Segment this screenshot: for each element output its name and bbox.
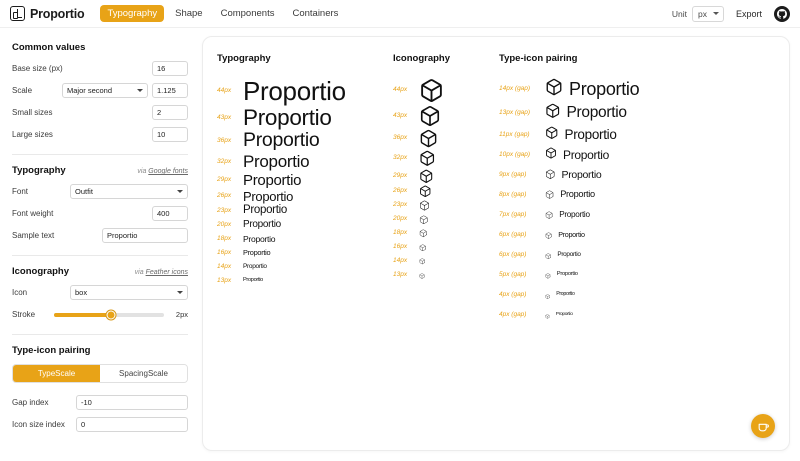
icon-select-value: box (75, 288, 88, 297)
typography-source-link[interactable] (137, 168, 188, 175)
pairing-scale-row (499, 78, 775, 101)
preview-column-pairing (499, 53, 775, 434)
iconography-size-label: 20px (393, 215, 408, 223)
box-icon (545, 146, 557, 164)
iconography-link-prefix: via (134, 269, 144, 276)
typography-sample-text: Proportio (243, 219, 281, 231)
typography-sample-text: Proportio (243, 104, 332, 130)
iconography-scale-row (393, 169, 499, 184)
typography-scale-row (217, 233, 393, 245)
setting-label-font: Font (12, 187, 29, 196)
typography-scale-row (217, 247, 393, 259)
pairing-sample (545, 206, 590, 224)
segment-typescale[interactable]: TypeScale (13, 365, 100, 382)
pairing-size-label: 6px (gap) (499, 230, 527, 238)
base-size-input[interactable]: 16 (152, 61, 188, 76)
typography-size-label: 44px (217, 87, 232, 94)
top-bar-right (672, 6, 790, 22)
typography-size-label: 13px (217, 276, 232, 284)
setting-label-stroke: Stroke (12, 310, 36, 319)
gap-index-input[interactable]: -10 (76, 395, 188, 410)
preview-title-iconography: Iconography (393, 53, 451, 64)
chevron-down-icon (177, 190, 183, 193)
typography-scale-row (217, 261, 393, 273)
iconography-scale-row (393, 150, 499, 167)
box-icon (545, 266, 551, 284)
typography-size-label: 32px (217, 157, 232, 165)
iconography-scale-row (393, 200, 499, 212)
pairing-sample (545, 246, 581, 264)
iconography-scale-row (393, 78, 499, 103)
box-icon (545, 226, 552, 244)
iconography-scale-row (393, 214, 499, 226)
pairing-sample-text: Proportio (559, 209, 590, 219)
unit-label: Unit (671, 8, 687, 19)
box-icon (419, 273, 425, 279)
typography-sample-text: Proportio (243, 76, 346, 106)
chevron-down-icon (713, 12, 719, 15)
iconography-size-label: 13px (393, 271, 408, 279)
typography-size-label: 36px (217, 137, 232, 145)
box-icon (545, 186, 554, 204)
iconography-size-label: 36px (393, 134, 408, 142)
pairing-sample-text: Proportio (556, 291, 575, 298)
box-icon (419, 244, 427, 252)
iconography-link-label: Feather icons (145, 269, 188, 276)
font-select-value: Outfit (75, 187, 93, 196)
iconography-size-label: 29px (393, 171, 408, 179)
unit-value: px (698, 8, 707, 19)
unit-select[interactable] (692, 6, 724, 22)
panel-title-iconography: Iconography (12, 266, 70, 277)
typography-sample-text: Proportio (243, 152, 310, 172)
typography-scale-row (217, 275, 393, 287)
setting-row-sample-text (12, 228, 188, 243)
setting-label-base-size: Base size (px) (12, 64, 63, 73)
preview-column-iconography (393, 53, 499, 434)
font-select[interactable] (70, 184, 188, 199)
coffee-cup-icon[interactable] (751, 414, 775, 438)
box-icon (419, 129, 438, 148)
typography-sample-text: Proportio (243, 248, 271, 258)
scale-ratio-input[interactable]: 1.125 (152, 83, 188, 98)
preview-column-typography (217, 53, 393, 434)
setting-row-gap-index (12, 395, 188, 410)
pairing-sample-text: Proportio (556, 271, 578, 278)
iconography-scale-row (393, 185, 499, 198)
pairing-size-label: 13px (gap) (499, 109, 531, 116)
divider (12, 154, 188, 155)
preview-title-typography: Typography (217, 53, 271, 64)
pairing-size-label: 7px (gap) (499, 210, 527, 218)
typography-link-label: Google fonts (148, 168, 188, 175)
box-icon (419, 169, 434, 184)
iconography-size-label: 16px (393, 243, 408, 251)
font-weight-input[interactable]: 400 (152, 206, 188, 221)
segment-spacingscale[interactable]: SpacingScale (100, 365, 187, 382)
box-icon (419, 258, 426, 265)
iconography-size-label: 23px (393, 201, 408, 209)
typography-scale-row (217, 78, 393, 105)
small-sizes-input[interactable]: 2 (152, 105, 188, 120)
pairing-sample-text: Proportio (569, 79, 640, 100)
pairing-scale-row (499, 306, 775, 324)
pairing-sample-text: Proportio (557, 250, 581, 258)
iconography-scale-row (393, 228, 499, 240)
box-icon (419, 78, 444, 103)
pairing-sample (545, 186, 595, 204)
pairing-sample (545, 286, 575, 304)
preview-card (202, 36, 790, 451)
typography-scale-row (217, 104, 393, 130)
pairing-scale-row (499, 206, 775, 224)
iconography-size-label: 26px (393, 187, 408, 194)
proportio-logo-icon (10, 6, 25, 21)
stroke-value: 2px (175, 310, 188, 319)
pairing-size-label: 6px (gap) (499, 250, 527, 258)
setting-row-stroke (12, 307, 188, 322)
stroke-slider-wrap (54, 310, 188, 319)
pairing-sample (545, 103, 627, 124)
pairing-sample (545, 226, 585, 244)
divider (12, 334, 188, 335)
typography-size-label: 20px (217, 220, 232, 228)
typography-scale-list (217, 78, 393, 287)
typography-sample-text: Proportio (243, 129, 320, 152)
box-icon (545, 166, 556, 184)
nav-item-containers[interactable]: Containers (292, 8, 339, 19)
pairing-sample-text: Proportio (558, 230, 585, 240)
export-button[interactable]: Export (735, 8, 762, 19)
pairing-size-label: 9px (gap) (499, 170, 527, 178)
typography-size-label: 26px (217, 192, 232, 200)
box-icon (545, 246, 551, 264)
iconography-size-label: 18px (393, 229, 408, 237)
stroke-slider[interactable] (54, 313, 164, 317)
typography-sample-text: Proportio (243, 204, 287, 217)
brand-name: Proportio (30, 6, 85, 21)
pairing-scale-row (499, 103, 775, 124)
typography-scale-row (217, 153, 393, 170)
pairing-sample-text: Proportio (555, 311, 573, 317)
typography-scale-row (217, 131, 393, 151)
pairing-sample (545, 166, 601, 184)
pairing-sample-text: Proportio (560, 189, 595, 200)
setting-row-font-weight (12, 206, 188, 221)
setting-label-scale: Scale (12, 86, 33, 95)
typography-sample-text: Proportio (243, 262, 267, 270)
setting-label-sample-text: Sample text (12, 231, 55, 240)
preview-title-pairing: Type-icon pairing (499, 53, 578, 64)
typography-size-label: 29px (217, 176, 232, 184)
pairing-scale-list (499, 78, 775, 324)
pairing-size-label: 5px (gap) (499, 270, 527, 278)
panel-title-type-icon-pairing: Type-icon pairing (12, 345, 91, 356)
typography-sample-text: Proportio (243, 277, 263, 284)
pairing-sample-text: Proportio (563, 147, 609, 162)
typography-scale-row (217, 219, 393, 231)
pairing-size-label: 10px (gap) (499, 150, 531, 158)
typography-scale-row (217, 173, 393, 188)
pairing-sample-text: Proportio (566, 104, 627, 122)
iconography-size-label: 43px (393, 111, 408, 119)
typography-sample-text: Proportio (243, 233, 276, 244)
setting-label-icon: Icon (12, 288, 28, 297)
pairing-sample-text: Proportio (561, 168, 602, 181)
setting-label-font-weight: Font weight (12, 209, 54, 218)
large-sizes-input[interactable]: 10 (152, 127, 188, 142)
pairing-size-label: 14px (gap) (499, 85, 531, 93)
chevron-down-icon (137, 89, 143, 92)
nav-item-typography[interactable]: Typography (100, 5, 164, 22)
body (0, 28, 800, 461)
unit-group (672, 6, 724, 22)
pairing-scale-row (499, 286, 775, 304)
nav-item-shape[interactable]: Shape (175, 8, 203, 19)
pairing-size-label: 4px (gap) (499, 310, 527, 318)
pairing-sample (545, 306, 573, 324)
chevron-down-icon (177, 291, 183, 294)
stroke-slider-knob[interactable] (107, 310, 116, 319)
icon-select[interactable] (70, 285, 188, 300)
github-icon[interactable] (774, 6, 790, 22)
pairing-sample (545, 78, 639, 101)
pairing-sample (545, 146, 609, 164)
stroke-slider-fill (54, 313, 111, 317)
nav-item-components[interactable]: Components (220, 8, 275, 19)
iconography-scale-row (393, 256, 499, 268)
panel-title-common-values: Common values (12, 42, 86, 53)
panel-title-typography: Typography (12, 165, 66, 176)
box-icon (419, 185, 432, 198)
icon-size-index-input[interactable]: 0 (76, 417, 188, 432)
pairing-size-label: 4px (gap) (499, 290, 527, 298)
box-icon (545, 103, 561, 124)
pairing-size-label: 8px (gap) (499, 190, 527, 198)
typography-size-label: 18px (217, 234, 232, 242)
box-icon (419, 200, 430, 211)
box-icon (419, 215, 429, 225)
panel-head-typography (12, 165, 188, 176)
pairing-scale-row (499, 266, 775, 284)
iconography-size-label: 44px (393, 86, 408, 94)
typography-sample-text: Proportio (243, 188, 294, 204)
pairing-scale-row (499, 166, 775, 184)
pairing-mode-segmented (12, 364, 188, 383)
typography-size-label: 23px (217, 206, 232, 214)
top-bar (0, 0, 800, 28)
brand[interactable] (10, 6, 84, 21)
setting-label-icon-size-index: Icon size index (12, 420, 65, 429)
pairing-scale-row (499, 186, 775, 204)
pairing-scale-row (499, 146, 775, 164)
iconography-source-link[interactable] (135, 269, 188, 276)
box-icon (545, 286, 550, 304)
setting-row-base-size (12, 61, 188, 76)
box-icon (419, 229, 428, 238)
iconography-size-label: 32px (393, 154, 408, 161)
sample-text-input[interactable]: Proportio (102, 228, 188, 243)
iconography-scale-row (393, 270, 499, 282)
box-icon (419, 105, 441, 127)
typography-size-label: 14px (217, 262, 232, 270)
iconography-size-label: 14px (393, 257, 408, 265)
iconography-scale-row (393, 105, 499, 127)
box-icon (545, 306, 550, 324)
pairing-scale-row (499, 126, 775, 145)
typography-scale-row (217, 205, 393, 217)
setting-row-font (12, 184, 188, 199)
setting-row-icon-size-index (12, 417, 188, 432)
pairing-scale-row (499, 226, 775, 244)
box-icon (545, 126, 559, 145)
iconography-scale-row (393, 242, 499, 254)
typography-sample-text: Proportio (243, 171, 302, 189)
setting-label-small-sizes: Small sizes (12, 108, 53, 117)
setting-row-scale (12, 83, 188, 98)
box-icon (419, 150, 436, 167)
pairing-sample-text: Proportio (564, 126, 617, 142)
pairing-sample (545, 126, 617, 145)
setting-label-large-sizes: Large sizes (12, 130, 53, 139)
typography-scale-row (217, 190, 393, 203)
setting-row-small-sizes (12, 105, 188, 120)
divider (12, 255, 188, 256)
typography-link-prefix: via (137, 168, 147, 175)
main-nav (100, 5, 345, 22)
pairing-scale-row (499, 246, 775, 264)
iconography-scale-list (393, 78, 499, 282)
panel-head-iconography (12, 266, 188, 277)
iconography-scale-row (393, 129, 499, 148)
scale-select[interactable] (62, 83, 148, 98)
setting-label-gap-index: Gap index (12, 398, 49, 407)
typography-size-label: 16px (217, 248, 232, 256)
setting-row-icon (12, 285, 188, 300)
pairing-sample (545, 266, 578, 284)
box-icon (545, 78, 563, 101)
setting-row-large-sizes (12, 127, 188, 142)
pairing-size-label: 11px (gap) (499, 130, 530, 138)
scale-select-value: Major second (67, 86, 113, 95)
box-icon (545, 206, 553, 224)
settings-sidebar (0, 28, 200, 461)
typography-size-label: 43px (217, 113, 232, 121)
